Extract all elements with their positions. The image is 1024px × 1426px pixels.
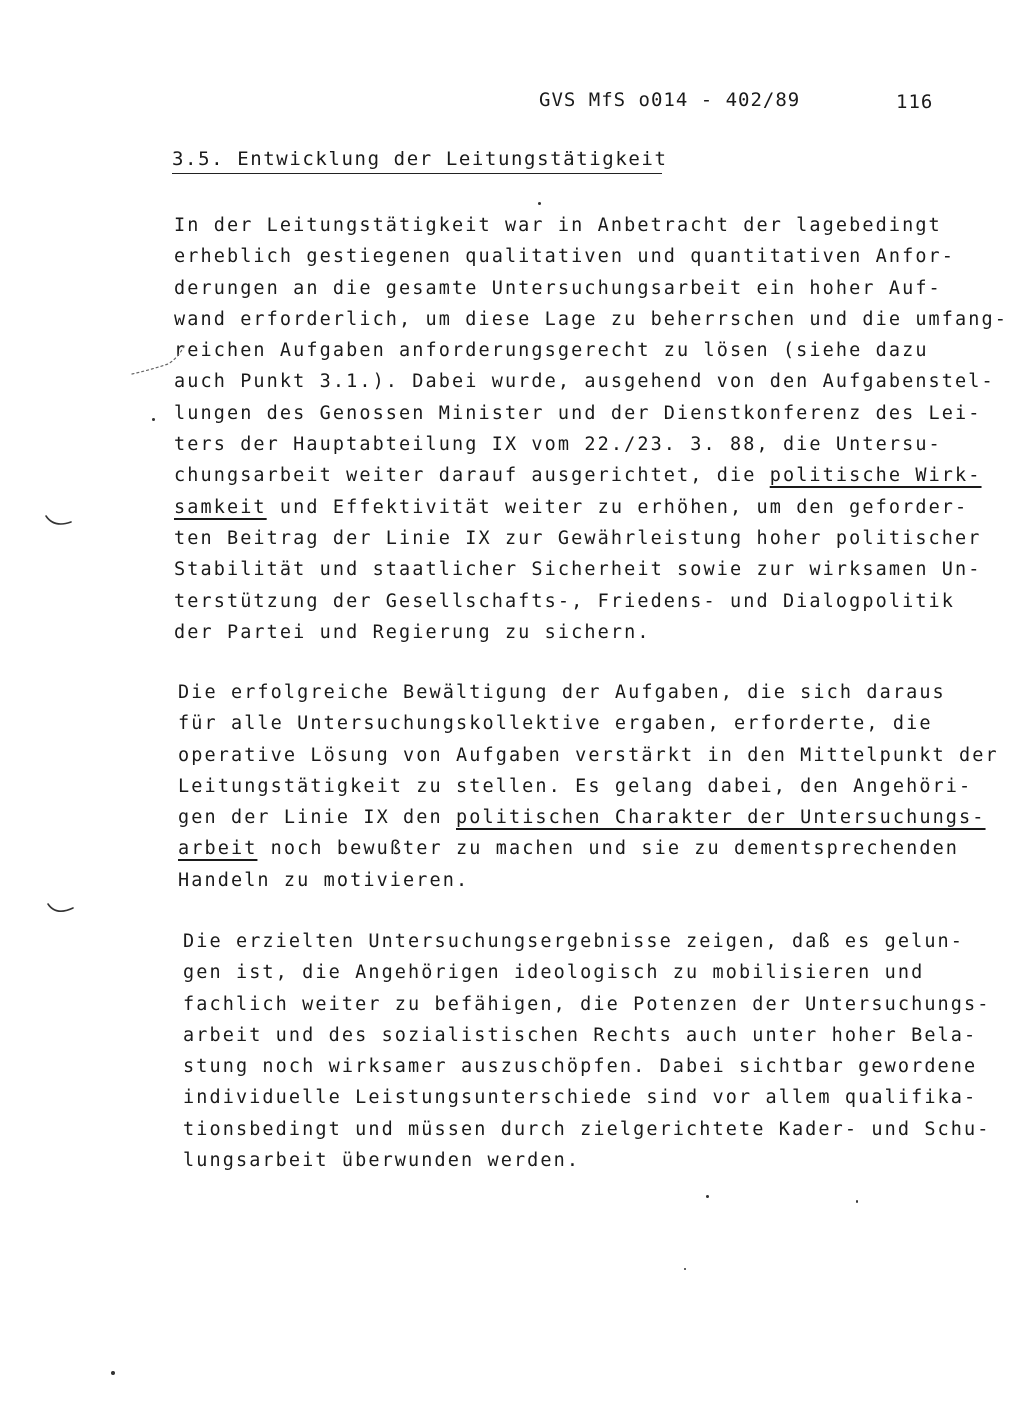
scan-speck	[111, 1371, 115, 1375]
page-number: 116	[896, 91, 934, 113]
text-line: derungen an die gesamte Untersuchungsarbeit ein hoher Auf-	[174, 277, 942, 299]
paragraph-bewaeltigung	[178, 677, 999, 896]
underlined-phrase: politische Wirk-	[769, 465, 982, 487]
scan-speck	[538, 202, 541, 205]
scan-speck	[856, 1200, 858, 1203]
section-heading: 3.5. Entwicklung der Leitungstätigkeit	[172, 148, 668, 170]
text-line	[178, 802, 999, 833]
text-line: terstützung der Gesellschafts-, Friedens- und Dialogpolitik	[174, 590, 956, 612]
paragraph-ergebnisse	[183, 926, 991, 1176]
text-line: In der Leitungstätigkeit war in Anbetracht der lagebedingt	[174, 215, 942, 236]
pencil-annotation-mark	[128, 340, 188, 378]
text-line: arbeit und des sozialistischen Rechts auch unter hoher Bela-	[183, 1024, 978, 1046]
text-line: Handeln zu motivieren.	[178, 869, 470, 891]
text-segment: noch bewußter zu machen und sie zu dementsprechenden	[257, 838, 960, 860]
text-segment: chungsarbeit weiter darauf ausgerichtet, die	[174, 465, 770, 487]
text-line: lungsarbeit überwunden werden.	[183, 1150, 581, 1172]
scan-speck	[152, 418, 155, 421]
text-line: tionsbedingt und müssen durch zielgerichtete Kader- und Schu-	[183, 1118, 991, 1140]
text-line: Die erzielten Untersuchungsergebnisse zeigen, daß es gelun-	[183, 931, 965, 952]
text-line: operative Lösung von Aufgaben verstärkt in den Mittelpunkt der	[178, 744, 999, 766]
scan-speck	[706, 1195, 709, 1198]
underlined-phrase: arbeit	[178, 838, 258, 860]
paragraph-leitungstaetigkeit	[174, 210, 1008, 648]
text-line: lungen des Genossen Minister und der Dienstkonferenz des Lei-	[174, 402, 982, 424]
text-line: Stabilität und staatlicher Sicherheit sowie zur wirksamen Un-	[174, 559, 982, 581]
text-line: erheblich gestiegenen qualitativen und quantitativen Anfor-	[174, 246, 956, 268]
document-reference: GVS MfS o014 - 402/89	[539, 89, 801, 111]
text-line: Leitungstätigkeit zu stellen. Es gelang dabei, den Angehöri-	[178, 775, 973, 797]
text-line: wand erforderlich, um diese Lage zu beherrschen und die umfang-	[174, 308, 1008, 330]
underlined-phrase: politischen Charakter der Untersuchungs-	[456, 807, 986, 829]
text-line: der Partei und Regierung zu sichern.	[174, 621, 651, 643]
text-line: für alle Untersuchungskollektive ergaben, erforderte, die	[178, 713, 933, 735]
text-line: auch Punkt 3.1.). Dabei wurde, ausgehend von den Aufgabenstel-	[174, 371, 995, 393]
text-line: stung noch wirksamer auszuschöpfen. Dabei sichtbar gewordene	[183, 1056, 978, 1078]
text-line: reichen Aufgaben anforderungsgerecht zu lösen (siehe dazu	[174, 340, 929, 362]
underlined-phrase: samkeit	[174, 496, 267, 518]
text-line: ten Beitrag der Linie IX zur Gewährleistung hoher politischer	[174, 527, 982, 549]
scan-speck	[684, 1268, 686, 1270]
text-line: fachlich weiter zu befähigen, die Potenzen der Untersuchungs-	[183, 993, 991, 1015]
text-segment: und Effektivität weiter zu erhöhen, um den geforder-	[266, 496, 969, 518]
text-segment: gen der Linie IX den	[178, 807, 456, 829]
text-line: gen ist, die Angehörigen ideologisch zu mobilisieren und	[183, 962, 925, 984]
text-line: individuelle Leistungsunterschiede sind vor allem qualifika-	[183, 1087, 978, 1109]
text-line: Die erfolgreiche Bewältigung der Aufgaben, die sich daraus	[178, 682, 946, 703]
text-line	[174, 492, 1008, 523]
margin-tick-mark	[44, 510, 74, 532]
heading-underline	[172, 173, 662, 174]
margin-tick-mark	[46, 898, 76, 920]
text-line	[178, 833, 999, 864]
text-line	[174, 460, 1008, 491]
text-line: ters der Hauptabteilung IX vom 22./23. 3. 88, die Untersu-	[174, 434, 942, 456]
